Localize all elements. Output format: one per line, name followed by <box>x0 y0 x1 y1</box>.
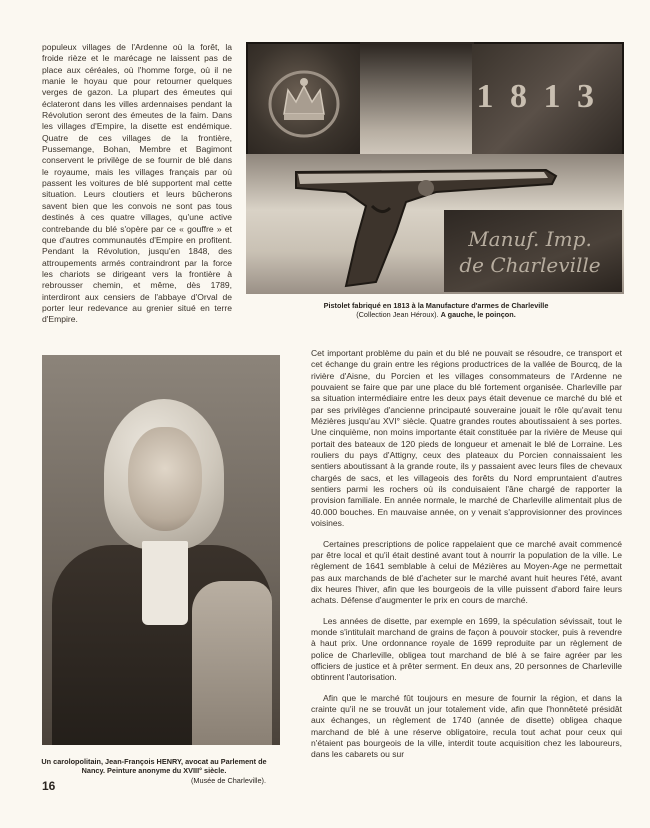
crown-seal-image <box>248 44 360 154</box>
pistol-photo <box>246 42 624 294</box>
text-column-left <box>42 42 232 335</box>
portrait-caption: Un carolopolitain, Jean-François HENRY, avocat au Parlement de Nancy. Peinture anonyme du XVIII° siècle. (Musée de Charleville). <box>41 757 267 785</box>
signature-engraving-image: Manuf. Imp. de Charleville <box>444 210 622 292</box>
crown-icon <box>248 44 360 154</box>
portrait-photo <box>42 355 280 745</box>
face <box>128 427 202 531</box>
paragraph: Certaines prescriptions de police rappelaient que ce marché avait commencé par être local et qu'il était destiné avant tout à nourrir la population de la ville. Le règlement de 1641 semblable à celui de Mézières au Moyen-Age ne permettait pas aux marchands de blé d'acheter sur le marché avant huit heures l'été, avant dix heures l'hiver, afin que les bourgeois de la ville puissent d'abord faire leurs achats. Défense d'augmenter le prix en cours de marché. <box>311 538 622 606</box>
page-number: 16 <box>42 779 56 793</box>
date-stamp-image: 1 8 1 3 <box>472 44 622 154</box>
text-column-main <box>311 348 622 770</box>
paragraph: Cet important problème du pain et du blé ne pouvait se résoudre, ce transport et cet échange du grain entre les régions productrices de la vallée de Bourcq, de la rivière d'Aisne, du Porcien et les villages consommateurs de l'Ardenne ne pouvaient se faire que par une place du blé fortement organisée. Charleville par sa situation intermédiaire entre les deux pays était devenue ce marché du blé et par ses privilèges d'ancienne principauté souveraine jouait le rôle qu'avait tenu Mézières jusqu'au XVI° siècle. Quatre grandes routes aboutissaient à ses portes. Une cinquième, non moins importante était constituée par la rivière de Meuse qui portait des bateaux de 120 pieds de longueur et amenait le blé de Lorraine. Les rouliers du pays d'Attigny, ceux des plateaux du Porcien connaissaient les sentiers aboutissant à la grande route, ils y passaient avec leurs files de chevaux chargés de sacs, et les villageois des forêts du Nord empruntaient d'autres sentiers parmi les rochers où ils conduisaient l'âne chargé de rapporter la provision familiale. En année normale, le marché de Charleville alimentait plus de 40.000 bouches. En mauvaise année, on y venait s'approvisionner des provinces voisines. <box>311 348 622 529</box>
rabat-collar <box>142 541 188 625</box>
paragraph: populeux villages de l'Ardenne où la forêt, la froide rièze et le marécage ne laissent pas de place aux céréales, où l'homme forge, où il ne manie le hoyau que pour retourner quelques verges de gazon. La plupart des émeutes qui éclateront dans les villes ardennaises pendant la Révolution seront des émeutes de la faim. Dans les villages d'Empire, la disette est endémique. Quatre de ces villages de la frontière, Pussemange, Bohan, Membre et Bagimont conservent le privilège de se fournir de blé dans le royaume, mais les villages français par où passent les voitures de blé supportent mal cette situation. Leurs cloutiers et leurs bûcherons savent bien que les convois ne sont pas tous destinés à ces quatre villages, qu'une active contrebande du blé s'opère par ce « gouffre » et que d'autres communautés d'Empire en profitent. Pendant la Révolution, jusqu'en 1848, des attroupements armés contraindront par la force les chariots se dirigeant vers la frontière à rebrousser chemin, et même, dès 1789, interdiront aux censiers de l'abbaye d'Orval de porter leur redevance au grenier situé en terre d'Empire. <box>42 42 232 325</box>
paragraph: Afin que le marché fût toujours en mesure de fournir la région, et dans la crainte qu'il ne se trouvât un jour totalement vide, afin que l'honnêteté présidât aux échanges, un règlement de 1740 (année de disette) obligea chaque marchand de blé à une réserve obligatoire, recula tout achat pour ceux qui n'étaient pas bourgeois de la ville, interdit toute acquisition chez les laboureurs, dans les cabarets ou sur <box>311 692 622 760</box>
paragraph: Les années de disette, par exemple en 1699, la spéculation sévissait, tout le monde s'intitulait marchand de grains de façon à pouvoir stocker, puis à revendre à haut prix. Une ordonnance royale de 1699 reproduite par un règlement de police de Charleville, obligea tout marchand de blé à se faire agréer par les officiers de justice et à prêter serment. En deux ans, 20 personnes de Charleville obtinrent l'autorisation. <box>311 615 622 683</box>
pistol-caption: Pistolet fabriqué en 1813 à la Manufacture d'armes de Charleville (Collection Jean Héroux). A gauche, le poinçon. <box>323 301 549 320</box>
